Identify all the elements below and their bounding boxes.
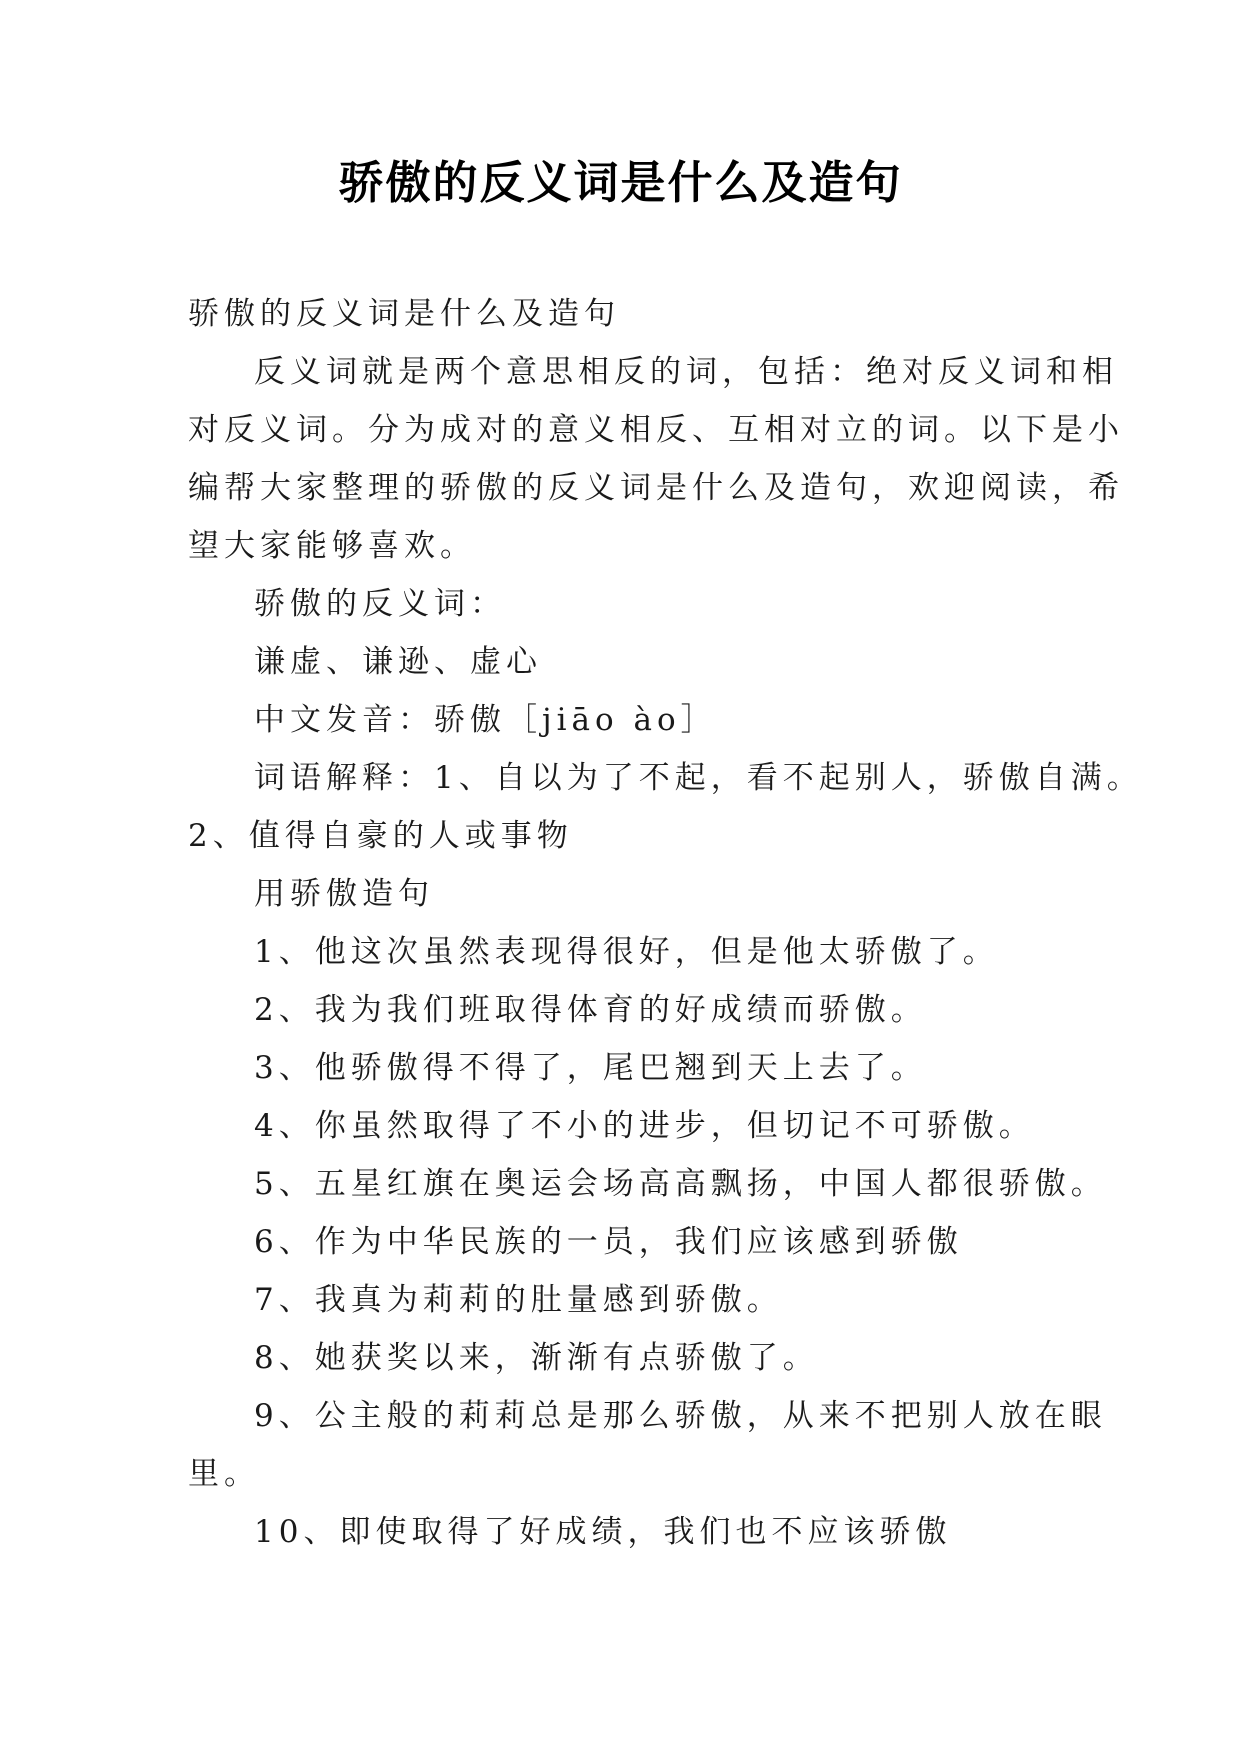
- body-line: 7、我真为莉莉的肚量感到骄傲。: [254, 1282, 783, 1318]
- body-line: 编帮大家整理的骄傲的反义词是什么及造句，欢迎阅读，希: [188, 470, 1124, 506]
- body-line: 10、即使取得了好成绩，我们也不应该骄傲: [254, 1514, 952, 1550]
- body-line: 中文发音：骄傲［jiāo ào］: [254, 702, 717, 738]
- body-line: 5、五星红旗在奥运会场高高飘扬，中国人都很骄傲。: [254, 1166, 1107, 1202]
- body-line: 谦虚、谦逊、虚心: [254, 644, 542, 680]
- body-line: 骄傲的反义词：: [254, 586, 506, 622]
- body-line: 4、你虽然取得了不小的进步，但切记不可骄傲。: [254, 1108, 1035, 1144]
- body-line: 反义词就是两个意思相反的词，包括：绝对反义词和相: [254, 354, 1118, 390]
- body-line: 骄傲的反义词是什么及造句: [188, 296, 620, 332]
- body-line: 用骄傲造句: [254, 876, 434, 912]
- body-line: 望大家能够喜欢。: [188, 528, 476, 564]
- body-line: 3、他骄傲得不得了，尾巴翘到天上去了。: [254, 1050, 927, 1086]
- body-line: 词语解释：1、自以为了不起，看不起别人，骄傲自满。: [254, 760, 1143, 796]
- body-line: 9、公主般的莉莉总是那么骄傲，从来不把别人放在眼: [254, 1398, 1107, 1434]
- body-line: 1、他这次虽然表现得很好，但是他太骄傲了。: [254, 934, 999, 970]
- body-line: 6、作为中华民族的一员，我们应该感到骄傲: [254, 1224, 963, 1260]
- body-line: 对反义词。分为成对的意义相反、互相对立的词。以下是小: [188, 412, 1124, 448]
- body-line: 里。: [188, 1456, 260, 1492]
- document-title: 骄傲的反义词是什么及造句: [338, 156, 903, 209]
- body-line: 8、她获奖以来，渐渐有点骄傲了。: [254, 1340, 819, 1376]
- body-line: 2、值得自豪的人或事物: [188, 818, 573, 854]
- body-line: 2、我为我们班取得体育的好成绩而骄傲。: [254, 992, 927, 1028]
